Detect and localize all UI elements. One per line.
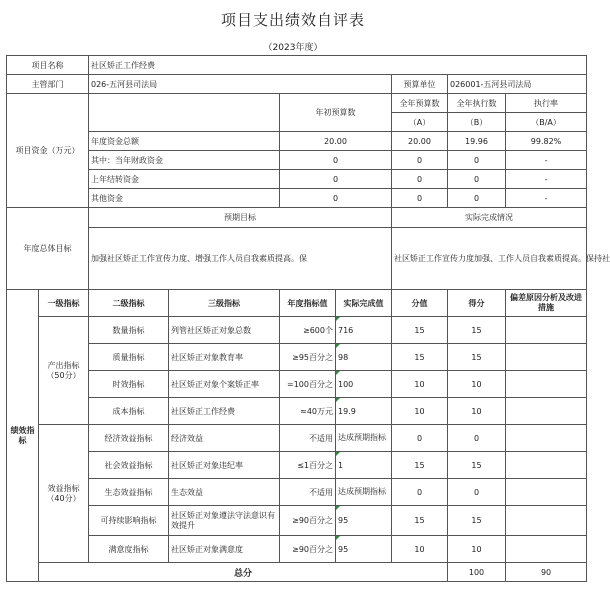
actual-result-header: 实际完成情况 [392,208,587,228]
funds-row: 其中：当年财政资金 0 0 0 - [7,151,587,170]
table-row: 可持续影响指标 社区矫正对象遵法守法意识有效提升 ≥90百分之 95 15 15 [7,506,587,536]
funds-row: 上年结转资金 0 0 0 - [7,170,587,189]
col-full-budget: 全年预算数 [392,94,448,113]
col-target: 年度指标值 [280,290,336,317]
table-row: 效益指标（40分） 经济效益指标 经济效益 不适用 达成预期指标 0 0 [7,425,587,452]
table-row: 时效指标 社区矫正对象个案矫正率 =100百分之 100 10 10 [7,371,587,398]
table-row: 社会效益指标 社区矫正对象违纪率 ≤1百分之 1 15 15 [7,452,587,479]
col-level2: 二级指标 [89,290,169,317]
table-row: 满意度指标 社区矫正对象满意度 ≥90百分之 95 10 10 [7,536,587,563]
code-b: （B） [448,113,506,132]
project-name-label: 项目名称 [7,56,89,75]
funds-row: 年度资金总额 20.00 20.00 19.96 99.82% [7,132,587,151]
total-score: 100 [448,563,506,582]
funds-header-blank [89,94,280,132]
col-initial-budget: 年初预算数 [280,94,392,132]
col-level1: 一级指标 [39,290,89,317]
page-title: 项目支出绩效自评表 [220,11,365,29]
table-row: 成本指标 社区矫正工作经费 ≈40万元 19.9 10 10 [7,398,587,425]
perf-indicators-label: 绩效指标 [7,290,39,582]
report-year: （2023年度） [263,43,323,53]
total-row [7,563,587,582]
code-a: （A） [392,113,448,132]
table-row: 产出指标（50分） 数量指标 列管社区矫正对象总数 ≥600个 716 15 15 [7,317,587,344]
code-rate: （B/A） [506,113,587,132]
group-benefit: 效益指标（40分） [39,425,89,563]
budget-unit-label: 预算单位 [392,75,448,94]
col-full-exec: 全年执行数 [448,94,506,113]
funds-row: 其他资金 0 0 0 - [7,189,587,208]
funds-label: 项目资金（万元） [7,94,89,208]
actual-result-text: 社区矫正工作宣传力度加强、工作人员自我素质提高。保持社 [392,228,587,290]
budget-unit-value: 026001-五河县司法局 [448,75,587,94]
col-exec-rate: 执行率 [506,94,587,113]
evaluation-table [6,55,610,582]
col-level3: 三级指标 [169,290,280,317]
col-actual: 实际完成值 [336,290,392,317]
expected-goal-header: 预期目标 [89,208,392,228]
dept-value: 026-五河县司法局 [89,75,392,94]
table-row: 质量指标 社区矫正对象教育率 ≥95百分之 98 15 15 [7,344,587,371]
table-row: 生态效益指标 生态效益 不适用 达成预期指标 0 0 [7,479,587,506]
annual-goals-label: 年度总体目标 [7,208,89,290]
col-score: 分值 [392,290,448,317]
col-got: 得分 [448,290,506,317]
group-output: 产出指标（50分） [39,317,89,425]
total-got: 90 [506,563,587,582]
expected-goal-text: 加强社区矫正工作宣传力度、增强工作人员自我素质提高。保 [89,228,392,290]
total-label: 总分 [39,563,448,582]
dept-label: 主管部门 [7,75,89,94]
project-name-value: 社区矫正工作经费 [89,56,587,75]
col-deviation: 偏差原因分析及改进措施 [506,290,587,317]
